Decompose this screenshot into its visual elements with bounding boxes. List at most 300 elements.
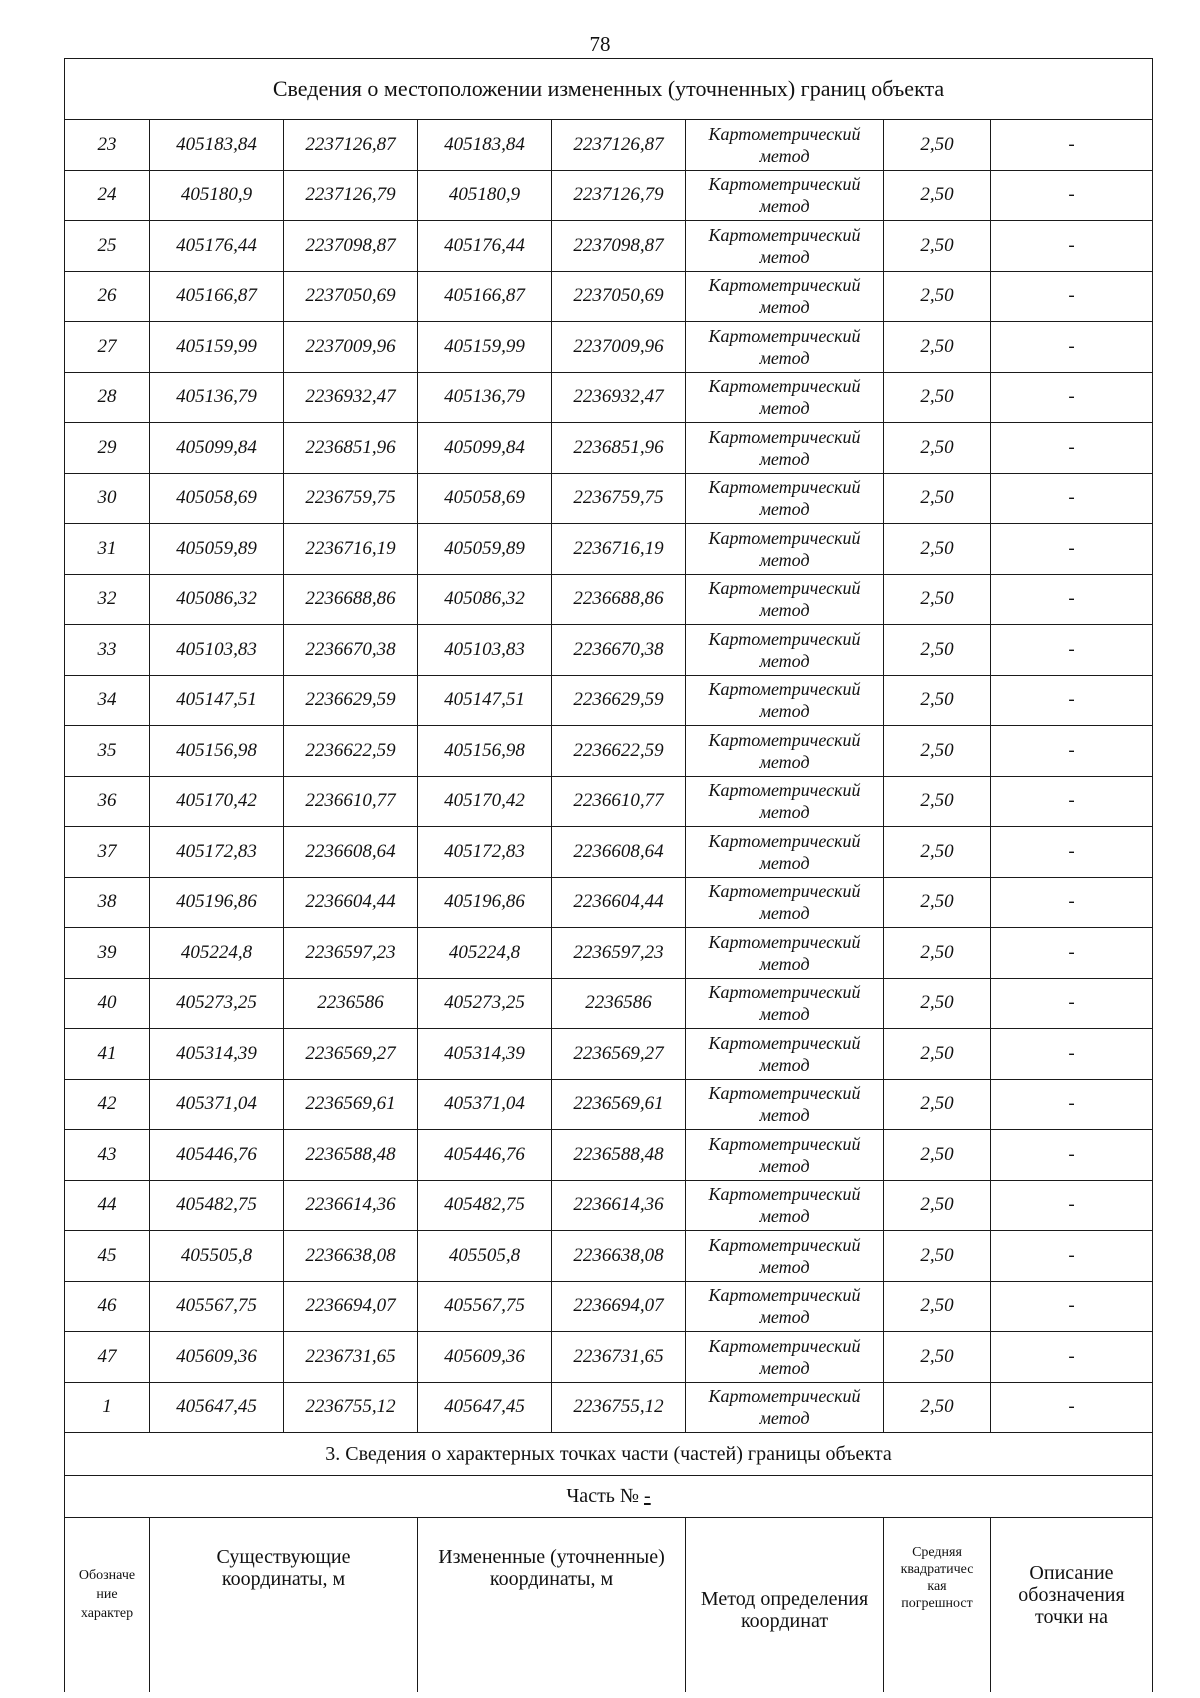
method-cell-line: Картометрический [708, 1386, 861, 1407]
changed-y-cell: 2237050,69 [552, 271, 686, 322]
accuracy-cell: 2,50 [884, 675, 991, 726]
method-cell-line: метод [759, 549, 810, 570]
existing-x-cell: 405176,44 [150, 221, 284, 272]
changed-x-cell: 405059,89 [418, 524, 552, 575]
changed-y-cell: 2236755,12 [552, 1382, 686, 1433]
method-cell-line: метод [759, 802, 810, 823]
existing-y-cell: 2236716,19 [284, 524, 418, 575]
existing-x-cell: 405183,84 [150, 120, 284, 171]
method-cell-line: метод [759, 398, 810, 419]
changed-x-cell: 405196,86 [418, 877, 552, 928]
changed-x-cell: 405172,83 [418, 827, 552, 878]
accuracy-cell: 2,50 [884, 271, 991, 322]
changed-x-cell: 405058,69 [418, 473, 552, 524]
method-cell-line: Картометрический [708, 275, 861, 296]
changed-y-cell: 2236670,38 [552, 625, 686, 676]
existing-x-cell: 405156,98 [150, 726, 284, 777]
changed-y-cell: 2237098,87 [552, 221, 686, 272]
method-cell [686, 322, 884, 373]
changed-x-cell: 405446,76 [418, 1130, 552, 1181]
header-method [686, 1518, 884, 1693]
method-cell-line: Картометрический [708, 1133, 861, 1154]
point-number-cell: 26 [65, 271, 150, 322]
header-description-line: обозначения [1018, 1584, 1125, 1606]
method-cell-line: метод [759, 145, 810, 166]
table-row [65, 1382, 1153, 1433]
description-cell: - [991, 978, 1153, 1029]
method-cell-line: метод [759, 600, 810, 621]
header-changed-coords-line: координаты, м [489, 1568, 614, 1590]
method-cell-line: метод [759, 246, 810, 267]
table-row [65, 1079, 1153, 1130]
existing-x-cell: 405647,45 [150, 1382, 284, 1433]
method-cell-line: метод [759, 196, 810, 217]
point-number-cell: 23 [65, 120, 150, 171]
method-cell [686, 726, 884, 777]
header-accuracy-line: Средняя [912, 1545, 962, 1560]
existing-y-cell: 2236759,75 [284, 473, 418, 524]
table-row [65, 1180, 1153, 1231]
table-row [65, 625, 1153, 676]
accuracy-cell: 2,50 [884, 1180, 991, 1231]
existing-x-cell: 405147,51 [150, 675, 284, 726]
table-row [65, 271, 1153, 322]
accuracy-cell: 2,50 [884, 170, 991, 221]
accuracy-cell: 2,50 [884, 1281, 991, 1332]
method-cell [686, 928, 884, 979]
header-existing-coords [150, 1518, 418, 1693]
header-method-line: Метод определения [700, 1588, 869, 1610]
header-existing-coords-line: Существующие [216, 1546, 351, 1568]
method-cell-line: метод [759, 751, 810, 772]
changed-y-cell: 2236851,96 [552, 423, 686, 474]
table-row [65, 1231, 1153, 1282]
method-cell [686, 1079, 884, 1130]
method-cell-line: Картометрический [708, 325, 861, 346]
changed-y-cell: 2236759,75 [552, 473, 686, 524]
description-cell: - [991, 675, 1153, 726]
existing-x-cell: 405159,99 [150, 322, 284, 373]
description-cell: - [991, 877, 1153, 928]
existing-y-cell: 2237050,69 [284, 271, 418, 322]
accuracy-cell: 2,50 [884, 120, 991, 171]
existing-x-cell: 405482,75 [150, 1180, 284, 1231]
accuracy-cell: 2,50 [884, 625, 991, 676]
method-cell-line: метод [759, 701, 810, 722]
point-number-cell: 39 [65, 928, 150, 979]
accuracy-cell: 2,50 [884, 827, 991, 878]
part-row [65, 1476, 1153, 1518]
existing-y-cell: 2236688,86 [284, 574, 418, 625]
table-row [65, 675, 1153, 726]
changed-y-cell: 2236622,59 [552, 726, 686, 777]
header-point-designation-line: Обозначе [78, 1568, 136, 1583]
table-row [65, 120, 1153, 171]
accuracy-cell: 2,50 [884, 1382, 991, 1433]
description-cell: - [991, 776, 1153, 827]
header-method-line: координат [740, 1610, 829, 1632]
description-cell: - [991, 423, 1153, 474]
method-cell-line: Картометрический [708, 931, 861, 952]
method-cell [686, 776, 884, 827]
part-number: - [644, 1485, 651, 1507]
accuracy-cell: 2,50 [884, 978, 991, 1029]
method-cell-line: Картометрический [708, 679, 861, 700]
description-cell: - [991, 473, 1153, 524]
point-number-cell: 32 [65, 574, 150, 625]
point-number-cell: 29 [65, 423, 150, 474]
changed-y-cell: 2236588,48 [552, 1130, 686, 1181]
boundary-points-table [64, 58, 1153, 1692]
existing-x-cell: 405371,04 [150, 1079, 284, 1130]
description-cell: - [991, 221, 1153, 272]
changed-x-cell: 405159,99 [418, 322, 552, 373]
accuracy-cell: 2,50 [884, 221, 991, 272]
changed-x-cell: 405609,36 [418, 1332, 552, 1383]
method-cell-line: Картометрический [708, 123, 861, 144]
table-row [65, 473, 1153, 524]
header-point-designation-line: характер [80, 1606, 134, 1621]
accuracy-cell: 2,50 [884, 574, 991, 625]
table-row [65, 726, 1153, 777]
method-cell-line: метод [759, 297, 810, 318]
existing-y-cell: 2237126,87 [284, 120, 418, 171]
changed-y-cell: 2236610,77 [552, 776, 686, 827]
header-accuracy-line: кая [927, 1579, 947, 1594]
method-cell-line: метод [759, 1307, 810, 1328]
method-cell [686, 625, 884, 676]
existing-x-cell: 405196,86 [150, 877, 284, 928]
existing-x-cell: 405103,83 [150, 625, 284, 676]
method-cell-line: Картометрический [708, 1234, 861, 1255]
existing-x-cell: 405609,36 [150, 1332, 284, 1383]
existing-y-cell: 2236638,08 [284, 1231, 418, 1282]
table-row [65, 1029, 1153, 1080]
existing-y-cell: 2236614,36 [284, 1180, 418, 1231]
method-cell-line: метод [759, 1004, 810, 1025]
method-cell-line: Картометрический [708, 1032, 861, 1053]
point-number-cell: 24 [65, 170, 150, 221]
accuracy-cell: 2,50 [884, 928, 991, 979]
method-cell [686, 827, 884, 878]
point-number-cell: 47 [65, 1332, 150, 1383]
section-3-header-row [65, 1518, 1153, 1693]
changed-y-cell: 2237126,87 [552, 120, 686, 171]
existing-y-cell: 2236622,59 [284, 726, 418, 777]
method-cell-line: метод [759, 903, 810, 924]
table-row [65, 827, 1153, 878]
accuracy-cell: 2,50 [884, 372, 991, 423]
header-description [991, 1518, 1153, 1693]
point-number-cell: 25 [65, 221, 150, 272]
table-row [65, 322, 1153, 373]
description-cell: - [991, 1180, 1153, 1231]
method-cell-line: Картометрический [708, 1083, 861, 1104]
changed-y-cell: 2236586 [552, 978, 686, 1029]
changed-y-cell: 2237009,96 [552, 322, 686, 373]
description-cell: - [991, 271, 1153, 322]
part-label: Часть № [566, 1485, 645, 1507]
method-cell [686, 1231, 884, 1282]
point-number-cell: 41 [65, 1029, 150, 1080]
existing-y-cell: 2236569,27 [284, 1029, 418, 1080]
method-cell-line: метод [759, 1054, 810, 1075]
table-title-row [65, 59, 1153, 120]
changed-x-cell: 405166,87 [418, 271, 552, 322]
point-number-cell: 38 [65, 877, 150, 928]
method-cell-line: Картометрический [708, 477, 861, 498]
method-cell-line: Картометрический [708, 1285, 861, 1306]
accuracy-cell: 2,50 [884, 1231, 991, 1282]
accuracy-cell: 2,50 [884, 524, 991, 575]
description-cell: - [991, 1130, 1153, 1181]
changed-x-cell: 405183,84 [418, 120, 552, 171]
existing-x-cell: 405180,9 [150, 170, 284, 221]
accuracy-cell: 2,50 [884, 423, 991, 474]
existing-x-cell: 405567,75 [150, 1281, 284, 1332]
existing-x-cell: 405172,83 [150, 827, 284, 878]
existing-y-cell: 2236608,64 [284, 827, 418, 878]
description-cell: - [991, 120, 1153, 171]
header-point-designation-line: ние [96, 1587, 118, 1602]
point-number-cell: 1 [65, 1382, 150, 1433]
table-row [65, 978, 1153, 1029]
existing-y-cell: 2236851,96 [284, 423, 418, 474]
header-changed-coords [418, 1518, 686, 1693]
point-number-cell: 37 [65, 827, 150, 878]
table-row [65, 170, 1153, 221]
changed-x-cell: 405099,84 [418, 423, 552, 474]
changed-y-cell: 2236694,07 [552, 1281, 686, 1332]
existing-y-cell: 2236932,47 [284, 372, 418, 423]
method-cell [686, 473, 884, 524]
changed-y-cell: 2236604,44 [552, 877, 686, 928]
method-cell [686, 271, 884, 322]
method-cell-line: метод [759, 1357, 810, 1378]
point-number-cell: 31 [65, 524, 150, 575]
changed-x-cell: 405156,98 [418, 726, 552, 777]
existing-x-cell: 405314,39 [150, 1029, 284, 1080]
description-cell: - [991, 1382, 1153, 1433]
existing-y-cell: 2236694,07 [284, 1281, 418, 1332]
changed-x-cell: 405224,8 [418, 928, 552, 979]
method-cell-line: Картометрический [708, 578, 861, 599]
description-cell: - [991, 1079, 1153, 1130]
description-cell: - [991, 322, 1153, 373]
method-cell-line: Картометрический [708, 1335, 861, 1356]
table-row [65, 1130, 1153, 1181]
changed-y-cell: 2236629,59 [552, 675, 686, 726]
point-number-cell: 42 [65, 1079, 150, 1130]
header-accuracy-line: квадратичес [900, 1562, 974, 1577]
method-cell [686, 372, 884, 423]
method-cell-line: метод [759, 347, 810, 368]
changed-y-cell: 2236932,47 [552, 372, 686, 423]
accuracy-cell: 2,50 [884, 322, 991, 373]
changed-x-cell: 405273,25 [418, 978, 552, 1029]
header-point-designation [65, 1518, 150, 1693]
existing-x-cell: 405224,8 [150, 928, 284, 979]
existing-y-cell: 2236586 [284, 978, 418, 1029]
existing-x-cell: 405446,76 [150, 1130, 284, 1181]
method-cell [686, 423, 884, 474]
accuracy-cell: 2,50 [884, 1130, 991, 1181]
method-cell [686, 877, 884, 928]
method-cell [686, 1281, 884, 1332]
method-cell-line: Картометрический [708, 224, 861, 245]
existing-x-cell: 405170,42 [150, 776, 284, 827]
existing-y-cell: 2236755,12 [284, 1382, 418, 1433]
method-cell-line: Картометрический [708, 982, 861, 1003]
changed-x-cell: 405170,42 [418, 776, 552, 827]
accuracy-cell: 2,50 [884, 726, 991, 777]
changed-y-cell: 2236614,36 [552, 1180, 686, 1231]
table-row [65, 372, 1153, 423]
accuracy-cell: 2,50 [884, 473, 991, 524]
changed-x-cell: 405180,9 [418, 170, 552, 221]
changed-x-cell: 405086,32 [418, 574, 552, 625]
table-row [65, 1332, 1153, 1383]
changed-y-cell: 2236569,27 [552, 1029, 686, 1080]
point-number-cell: 44 [65, 1180, 150, 1231]
table-row [65, 877, 1153, 928]
method-cell-line: Картометрический [708, 729, 861, 750]
page-number: 78 [589, 32, 611, 56]
existing-x-cell: 405059,89 [150, 524, 284, 575]
method-cell [686, 1029, 884, 1080]
changed-x-cell: 405647,45 [418, 1382, 552, 1433]
point-number-cell: 27 [65, 322, 150, 373]
changed-y-cell: 2236569,61 [552, 1079, 686, 1130]
accuracy-cell: 2,50 [884, 1332, 991, 1383]
table-title: Сведения о местоположении измененных (уточненных) границ объекта [65, 59, 1153, 120]
method-cell [686, 1382, 884, 1433]
changed-x-cell: 405103,83 [418, 625, 552, 676]
point-number-cell: 33 [65, 625, 150, 676]
changed-y-cell: 2236597,23 [552, 928, 686, 979]
changed-x-cell: 405314,39 [418, 1029, 552, 1080]
point-number-cell: 36 [65, 776, 150, 827]
existing-y-cell: 2237009,96 [284, 322, 418, 373]
method-cell [686, 1332, 884, 1383]
existing-y-cell: 2236629,59 [284, 675, 418, 726]
existing-x-cell: 405136,79 [150, 372, 284, 423]
accuracy-cell: 2,50 [884, 776, 991, 827]
method-cell-line: Картометрический [708, 174, 861, 195]
existing-y-cell: 2236731,65 [284, 1332, 418, 1383]
section-3-title: 3. Сведения о характерных точках части (частей) границы объекта [65, 1433, 1153, 1476]
method-cell-line: метод [759, 1256, 810, 1277]
description-cell: - [991, 574, 1153, 625]
method-cell [686, 978, 884, 1029]
method-cell [686, 1180, 884, 1231]
method-cell-line: метод [759, 953, 810, 974]
description-cell: - [991, 170, 1153, 221]
method-cell-line: Картометрический [708, 1184, 861, 1205]
section-3-row [65, 1433, 1153, 1476]
method-cell-line: Картометрический [708, 527, 861, 548]
accuracy-cell: 2,50 [884, 1079, 991, 1130]
existing-y-cell: 2236670,38 [284, 625, 418, 676]
changed-x-cell: 405136,79 [418, 372, 552, 423]
method-cell-line: Картометрический [708, 426, 861, 447]
existing-y-cell: 2236597,23 [284, 928, 418, 979]
table-row [65, 1281, 1153, 1332]
method-cell-line: Картометрический [708, 376, 861, 397]
changed-x-cell: 405505,8 [418, 1231, 552, 1282]
method-cell-line: метод [759, 852, 810, 873]
point-number-cell: 28 [65, 372, 150, 423]
point-number-cell: 46 [65, 1281, 150, 1332]
description-cell: - [991, 1231, 1153, 1282]
description-cell: - [991, 524, 1153, 575]
existing-y-cell: 2236569,61 [284, 1079, 418, 1130]
description-cell: - [991, 1332, 1153, 1383]
point-number-cell: 34 [65, 675, 150, 726]
method-cell-line: Картометрический [708, 830, 861, 851]
method-cell-line: метод [759, 1206, 810, 1227]
method-cell [686, 524, 884, 575]
existing-x-cell: 405099,84 [150, 423, 284, 474]
existing-x-cell: 405505,8 [150, 1231, 284, 1282]
table-row [65, 928, 1153, 979]
existing-x-cell: 405058,69 [150, 473, 284, 524]
accuracy-cell: 2,50 [884, 877, 991, 928]
changed-x-cell: 405482,75 [418, 1180, 552, 1231]
changed-y-cell: 2236638,08 [552, 1231, 686, 1282]
table-row [65, 776, 1153, 827]
changed-x-cell: 405371,04 [418, 1079, 552, 1130]
method-cell-line: метод [759, 1408, 810, 1429]
table-row [65, 524, 1153, 575]
method-cell-line: метод [759, 1105, 810, 1126]
changed-x-cell: 405567,75 [418, 1281, 552, 1332]
existing-x-cell: 405086,32 [150, 574, 284, 625]
changed-y-cell: 2236608,64 [552, 827, 686, 878]
method-cell-line: Картометрический [708, 780, 861, 801]
method-cell-line: метод [759, 448, 810, 469]
method-cell-line: Картометрический [708, 628, 861, 649]
point-number-cell: 43 [65, 1130, 150, 1181]
header-description-line: точки на [1034, 1606, 1109, 1628]
method-cell [686, 170, 884, 221]
existing-y-cell: 2236610,77 [284, 776, 418, 827]
accuracy-cell: 2,50 [884, 1029, 991, 1080]
description-cell: - [991, 1281, 1153, 1332]
existing-x-cell: 405273,25 [150, 978, 284, 1029]
point-number-cell: 35 [65, 726, 150, 777]
existing-x-cell: 405166,87 [150, 271, 284, 322]
point-number-cell: 40 [65, 978, 150, 1029]
description-cell: - [991, 1029, 1153, 1080]
method-cell-line: метод [759, 499, 810, 520]
changed-y-cell: 2236731,65 [552, 1332, 686, 1383]
header-changed-coords-line: Измененные (уточненные) [438, 1546, 665, 1568]
table-row [65, 574, 1153, 625]
point-number-cell: 30 [65, 473, 150, 524]
table-row [65, 221, 1153, 272]
part-cell [65, 1476, 1153, 1518]
existing-y-cell: 2237126,79 [284, 170, 418, 221]
table-row [65, 423, 1153, 474]
description-cell: - [991, 726, 1153, 777]
method-cell [686, 574, 884, 625]
description-cell: - [991, 827, 1153, 878]
changed-x-cell: 405176,44 [418, 221, 552, 272]
header-accuracy-line: погрешност [901, 1596, 973, 1611]
existing-y-cell: 2237098,87 [284, 221, 418, 272]
method-cell [686, 1130, 884, 1181]
